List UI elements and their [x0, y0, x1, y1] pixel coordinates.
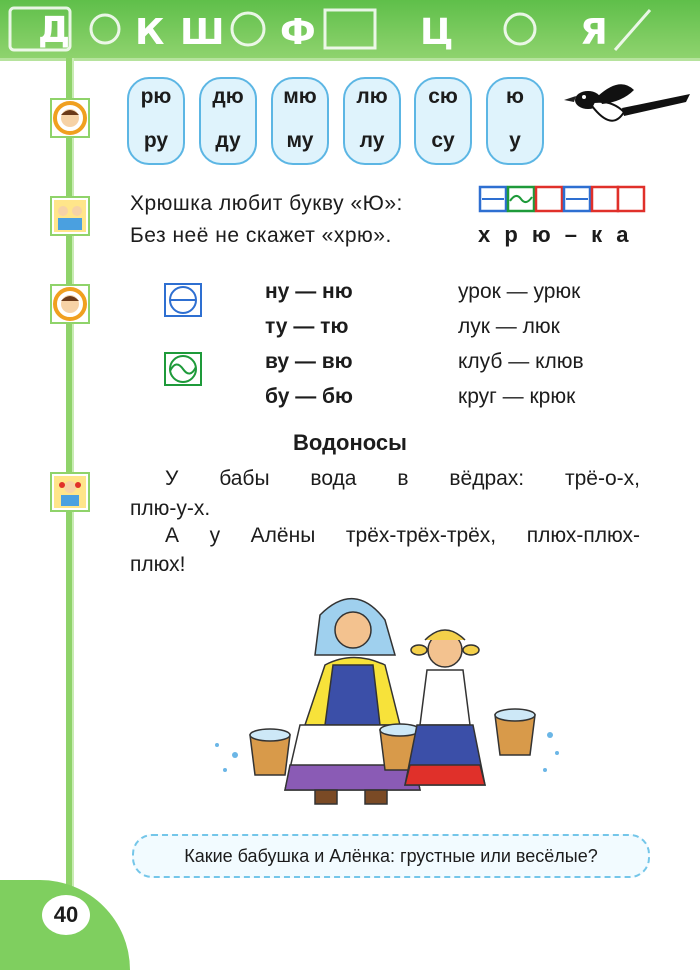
syllable-bottom: лу: [359, 129, 385, 152]
word-pair: клуб — клюв: [458, 350, 584, 373]
syllable-top: ю: [506, 85, 524, 108]
vowel-box: [618, 187, 644, 211]
band-letter: Ц: [420, 12, 454, 53]
syllable-pair: ну — ню: [265, 280, 353, 303]
syllable-card: [414, 77, 472, 165]
syllable-top: дю: [212, 85, 244, 108]
syllable-bottom: су: [431, 129, 455, 152]
band-letter: К: [135, 12, 165, 53]
word-pair: урок — урюк: [458, 280, 581, 303]
syllable-card: [127, 77, 185, 165]
syllable-top: лю: [356, 85, 388, 108]
syllable-bottom: му: [286, 129, 314, 152]
rhyme-line-1: Хрюшка любит букву «Ю»:: [130, 192, 403, 215]
syllable-bottom: ду: [215, 129, 241, 152]
alphabet-decoration: [0, 0, 700, 58]
band-letter: Ф: [280, 12, 316, 53]
poem-line-1: У бабы вода в вёдрах: трё-о-х,: [165, 467, 640, 490]
soft-consonant-icon: [163, 351, 203, 387]
khryu-word: х р ю – к а: [478, 222, 633, 247]
syllable-pair: ту — тю: [265, 315, 349, 338]
boy-face-icon: [52, 100, 88, 136]
word-pair: круг — крюк: [458, 385, 576, 408]
poem-line-4: плюх!: [130, 553, 186, 576]
syllable-pair: бу — бю: [265, 385, 353, 408]
water-carriers-illustration: [205, 585, 565, 820]
syllable-bottom: ру: [143, 129, 169, 152]
read-together-marker: [50, 196, 90, 236]
syllable-top: рю: [140, 85, 172, 108]
poem-title: Водоносы: [293, 430, 407, 455]
magpie-bird-illustration: [562, 72, 692, 142]
syllable-top: сю: [428, 85, 458, 108]
syllable-card: [486, 77, 544, 165]
syllable-bottom: у: [509, 129, 521, 152]
question-box: [132, 834, 650, 878]
poem-line-3: А у Алёны трёх-трёх-трёх, плюх-плюх-: [165, 524, 640, 547]
word-pair: лук — люк: [458, 315, 560, 338]
read-marker-boy: [50, 98, 90, 138]
vowel-box: [536, 187, 562, 211]
hard-consonant-icon: [163, 282, 203, 318]
question-text: Какие бабушка и Алёнка: грустные или весёлые?: [184, 846, 598, 866]
children-reading-icon: [52, 198, 88, 234]
header-band: [0, 0, 700, 61]
sound-scheme: [478, 184, 648, 214]
band-letter: Я: [580, 12, 608, 53]
page-number: 40: [42, 895, 90, 935]
poem-line-2: плю-у-х.: [130, 497, 211, 520]
syllable-card: [271, 77, 329, 165]
girl-reading-icon: [52, 474, 88, 510]
syllable-card: [343, 77, 401, 165]
vowel-box: [592, 187, 618, 211]
read-marker-boy-2: [50, 284, 90, 324]
syllable-top: мю: [283, 85, 317, 108]
band-letter: Ш: [180, 12, 225, 53]
boy-face-icon: [52, 286, 88, 322]
band-letter: Д: [38, 10, 71, 51]
syllable-card: [199, 77, 257, 165]
rhyme-line-2: Без неё не скажет «хрю».: [130, 224, 392, 247]
syllable-pair: ву — вю: [265, 350, 353, 373]
girl-reading-marker: [50, 472, 90, 512]
